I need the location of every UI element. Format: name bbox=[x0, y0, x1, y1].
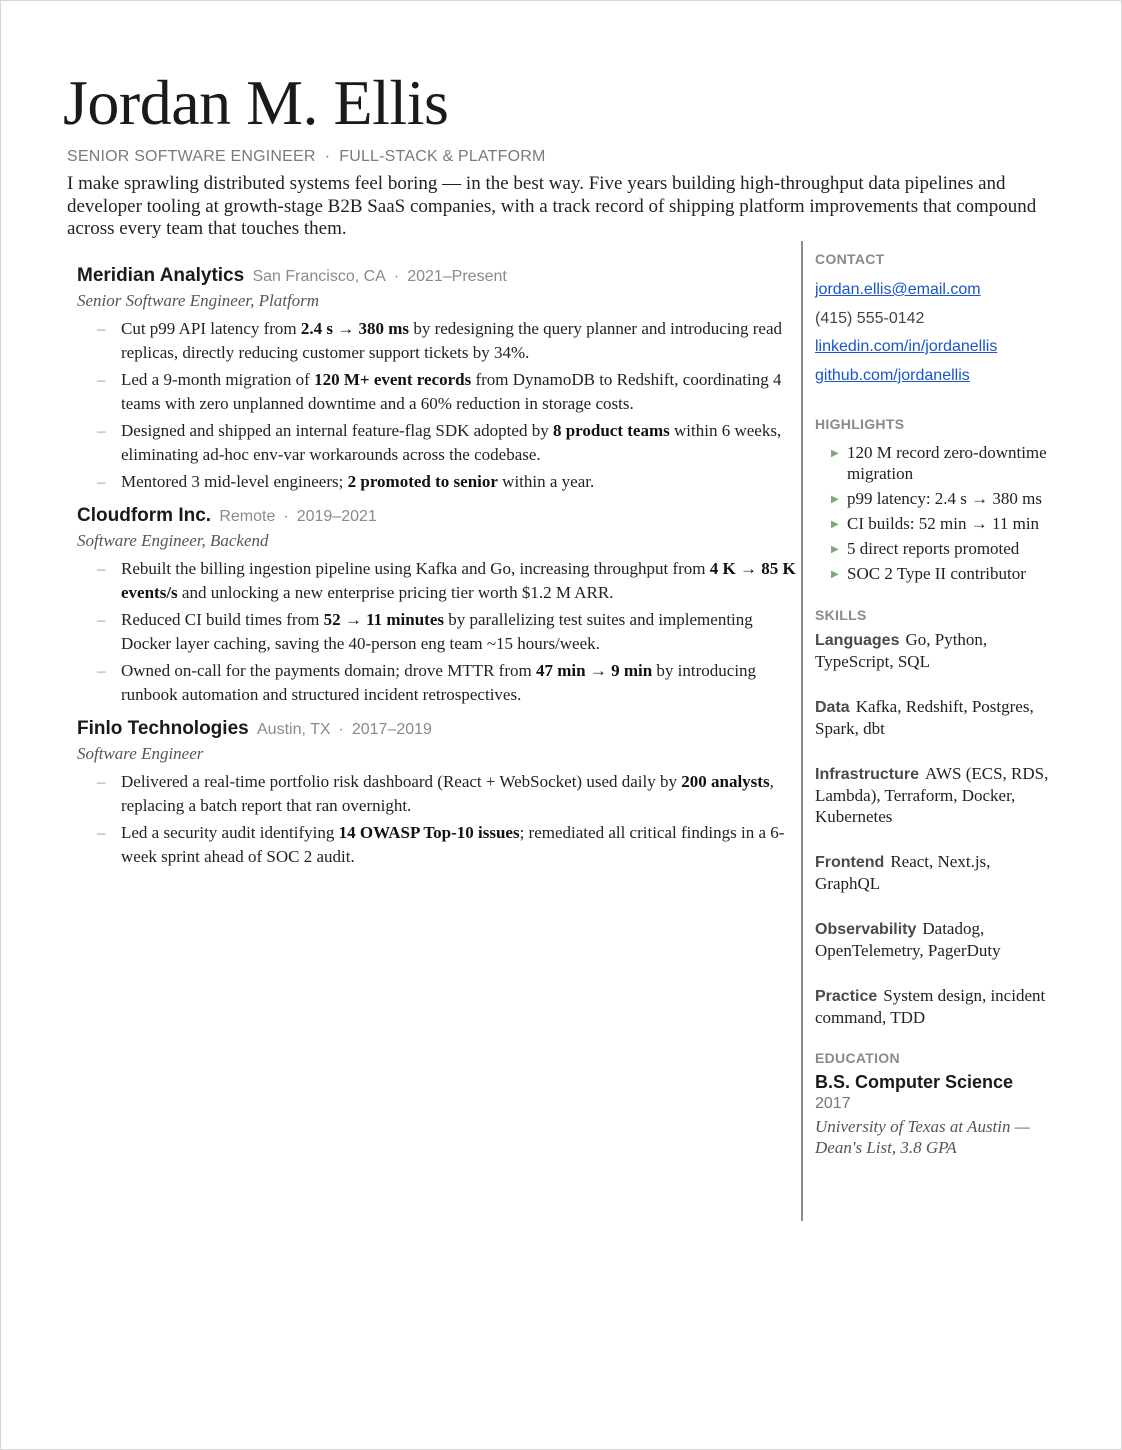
bullet-dash: – bbox=[97, 472, 106, 491]
bullet-dash: – bbox=[97, 661, 106, 680]
company-name: Finlo Technologies bbox=[77, 718, 249, 739]
achievement-bullet bbox=[77, 368, 797, 416]
skill-values: React, Next.js, GraphQL bbox=[815, 852, 991, 893]
triangle-marker-icon: ▶ bbox=[831, 448, 839, 459]
separator-dot: · bbox=[393, 268, 400, 285]
skill-values: System design, incident command, TDD bbox=[815, 986, 1046, 1027]
bullet-dash: – bbox=[97, 319, 106, 338]
bullet-emphasis: 52 → 11 minutes bbox=[323, 610, 444, 629]
degree-name: B.S. Computer Science bbox=[815, 1072, 1014, 1092]
job-header bbox=[77, 263, 797, 290]
school-details: University of Texas at Austin — Dean's List, 3.8 GPA bbox=[815, 1117, 1030, 1157]
bullet-dash: – bbox=[97, 772, 106, 791]
skill-category: Infrastructure bbox=[815, 766, 920, 783]
bullet-emphasis: 2.4 s → 380 ms bbox=[300, 319, 410, 338]
job-dates: 2019–2021 bbox=[296, 508, 377, 525]
company-name: Cloudform Inc. bbox=[77, 505, 212, 526]
highlight-text: p99 latency: 2.4 s → 380 ms bbox=[847, 489, 1043, 508]
bullet-text: Owned on-call for the payments domain; drove MTTR from bbox=[121, 661, 536, 680]
job-meta bbox=[219, 508, 376, 525]
skill-category: Frontend bbox=[815, 854, 885, 871]
skill-group bbox=[815, 763, 1055, 827]
bullet-text: Cut p99 API latency from bbox=[121, 319, 301, 338]
bullet-emphasis: 14 OWASP Top-10 issues bbox=[338, 823, 520, 842]
bullet-text: from DynamoDB to Redshift, coordinating 4 teams with zero unplanned downtime and a 60% reduction in storage costs. bbox=[121, 370, 782, 413]
highlight-item bbox=[815, 563, 1055, 584]
github-link[interactable]: github.com/jordanellis bbox=[815, 366, 970, 384]
bullet-text: Delivered a real-time portfolio risk dashboard (React + WebSocket) used daily by bbox=[121, 772, 682, 791]
separator-dot: · bbox=[338, 721, 344, 738]
bullet-dash: – bbox=[97, 610, 106, 629]
education-heading: EDUCATION bbox=[815, 1050, 900, 1066]
job-location: Austin, TX bbox=[257, 721, 331, 738]
achievement-bullet bbox=[77, 470, 797, 494]
sidebar bbox=[815, 251, 1055, 1158]
highlight-text: 5 direct reports promoted bbox=[847, 539, 1020, 558]
phone-number: (415) 555-0142 bbox=[815, 309, 925, 327]
role-line bbox=[67, 148, 546, 166]
bullet-text: Rebuilt the billing ingestion pipeline using Kafka and Go, increasing throughput from bbox=[121, 559, 710, 578]
highlights-list bbox=[815, 442, 1055, 584]
bullet-emphasis: 47 min → 9 min bbox=[535, 661, 653, 680]
achievement-bullet bbox=[77, 659, 797, 707]
job-header bbox=[77, 503, 797, 530]
skill-group bbox=[815, 851, 1055, 894]
triangle-marker-icon: ▶ bbox=[831, 569, 839, 580]
achievement-bullet bbox=[77, 317, 797, 365]
job-entry bbox=[77, 716, 797, 869]
triangle-marker-icon: ▶ bbox=[831, 519, 839, 530]
bullet-emphasis: 200 analysts bbox=[681, 772, 770, 791]
bullet-text: and unlocking a new enterprise pricing tier worth $1.2 M ARR. bbox=[177, 583, 614, 602]
skill-group bbox=[815, 985, 1055, 1028]
company-name: Meridian Analytics bbox=[77, 265, 245, 286]
bullet-text: , replacing a batch report that ran overnight. bbox=[121, 772, 774, 815]
bullet-dash: – bbox=[97, 421, 106, 440]
skills-heading: SKILLS bbox=[815, 607, 867, 623]
bullet-text: within 6 weeks, eliminating ad-hoc env-var workarounds across the codebase. bbox=[121, 421, 782, 464]
contact-heading: CONTACT bbox=[815, 251, 885, 267]
highlight-text: 120 M record zero-downtime migration bbox=[847, 443, 1047, 483]
role-title: SENIOR SOFTWARE ENGINEER bbox=[67, 148, 316, 165]
job-dates: 2017–2019 bbox=[351, 721, 432, 738]
contact-list bbox=[815, 276, 1055, 390]
achievement-bullet bbox=[77, 419, 797, 467]
bullet-text: within a year. bbox=[497, 472, 595, 491]
separator-dot: · bbox=[283, 508, 289, 525]
skill-category: Practice bbox=[815, 988, 878, 1005]
job-entry bbox=[77, 503, 797, 707]
bullet-text: by introducing runbook automation and structured incident retrospectives. bbox=[121, 661, 757, 704]
skill-group bbox=[815, 696, 1055, 739]
achievement-bullet bbox=[77, 821, 797, 869]
skill-values: Go, Python, TypeScript, SQL bbox=[815, 630, 988, 671]
skill-category: Observability bbox=[815, 921, 917, 938]
bullet-text: by redesigning the query planner and introducing read replicas, directly reducing customer support tickets by 34%. bbox=[121, 319, 782, 362]
candidate-name: Jordan M. Ellis bbox=[63, 67, 449, 138]
skill-category: Languages bbox=[815, 632, 900, 649]
highlight-text: CI builds: 52 min → 11 min bbox=[847, 514, 1040, 533]
linkedin-link[interactable]: linkedin.com/in/jordanellis bbox=[815, 338, 998, 355]
bullet-emphasis: 4 K → 85 K events/s bbox=[121, 559, 796, 602]
bullet-emphasis: 2 promoted to senior bbox=[347, 472, 498, 491]
job-bullets bbox=[77, 317, 797, 494]
highlight-item bbox=[815, 488, 1055, 509]
triangle-marker-icon: ▶ bbox=[831, 494, 839, 505]
experience-section bbox=[77, 263, 797, 878]
summary-paragraph: I make sprawling distributed systems feel boring — in the best way. Five years building high-throughput data pipelines and developer tooling at growth-stage B2B SaaS companies, with a track record of shipping platform improvements that compound across every team that touches them. bbox=[67, 173, 1037, 239]
role-focus: FULL-STACK & PLATFORM bbox=[339, 148, 546, 165]
skill-values: Datadog, OpenTelemetry, PagerDuty bbox=[815, 919, 1001, 960]
job-dates: 2021–Present bbox=[407, 268, 507, 285]
bullet-dash: – bbox=[97, 370, 106, 389]
job-header bbox=[77, 716, 797, 743]
job-location: San Francisco, CA bbox=[252, 268, 386, 285]
bullet-text: Designed and shipped an internal feature-flag SDK adopted by bbox=[121, 421, 553, 440]
graduation-year: 2017 bbox=[815, 1095, 851, 1112]
bullet-text: Led a 9-month migration of bbox=[121, 370, 315, 389]
highlight-text: SOC 2 Type II contributor bbox=[847, 564, 1026, 583]
highlight-item bbox=[815, 442, 1055, 484]
achievement-bullet bbox=[77, 608, 797, 656]
highlight-item bbox=[815, 513, 1055, 534]
bullet-text: ; remediated all critical findings in a 6-week sprint ahead of SOC 2 audit. bbox=[121, 823, 785, 866]
achievement-bullet bbox=[77, 557, 797, 605]
bullet-text: Reduced CI build times from bbox=[121, 610, 324, 629]
job-title: Software Engineer, Backend bbox=[77, 531, 269, 550]
bullet-text: Mentored 3 mid-level engineers; bbox=[121, 472, 348, 491]
bullet-dash: – bbox=[97, 823, 106, 842]
skill-group bbox=[815, 629, 1055, 672]
job-title: Software Engineer bbox=[77, 744, 204, 763]
skill-category: Data bbox=[815, 699, 850, 716]
job-location: Remote bbox=[219, 508, 276, 525]
email-link[interactable]: jordan.ellis@email.com bbox=[815, 281, 981, 298]
separator-dot: · bbox=[324, 148, 331, 165]
triangle-marker-icon: ▶ bbox=[831, 544, 839, 555]
bullet-dash: – bbox=[97, 559, 106, 578]
highlights-heading: HIGHLIGHTS bbox=[815, 416, 905, 432]
job-meta bbox=[252, 268, 506, 285]
job-bullets bbox=[77, 557, 797, 707]
job-bullets bbox=[77, 770, 797, 869]
skill-values: Kafka, Redshift, Postgres, Spark, dbt bbox=[815, 697, 1034, 738]
achievement-bullet bbox=[77, 770, 797, 818]
highlight-item bbox=[815, 538, 1055, 559]
skills-list bbox=[815, 629, 1055, 1028]
bullet-emphasis: 8 product teams bbox=[552, 421, 670, 440]
skill-group bbox=[815, 918, 1055, 961]
job-entry bbox=[77, 263, 797, 494]
job-title: Senior Software Engineer, Platform bbox=[77, 291, 320, 310]
bullet-emphasis: 120 M+ event records bbox=[314, 370, 472, 389]
column-divider bbox=[801, 241, 803, 1221]
bullet-text: Led a security audit identifying bbox=[121, 823, 339, 842]
job-meta bbox=[257, 721, 432, 738]
skill-values: AWS (ECS, RDS, Lambda), Terraform, Docker, Kubernetes bbox=[815, 764, 1049, 826]
bullet-text: by parallelizing test suites and implementing Docker layer caching, saving the 40-person eng team ~15 hours/week. bbox=[121, 610, 753, 653]
